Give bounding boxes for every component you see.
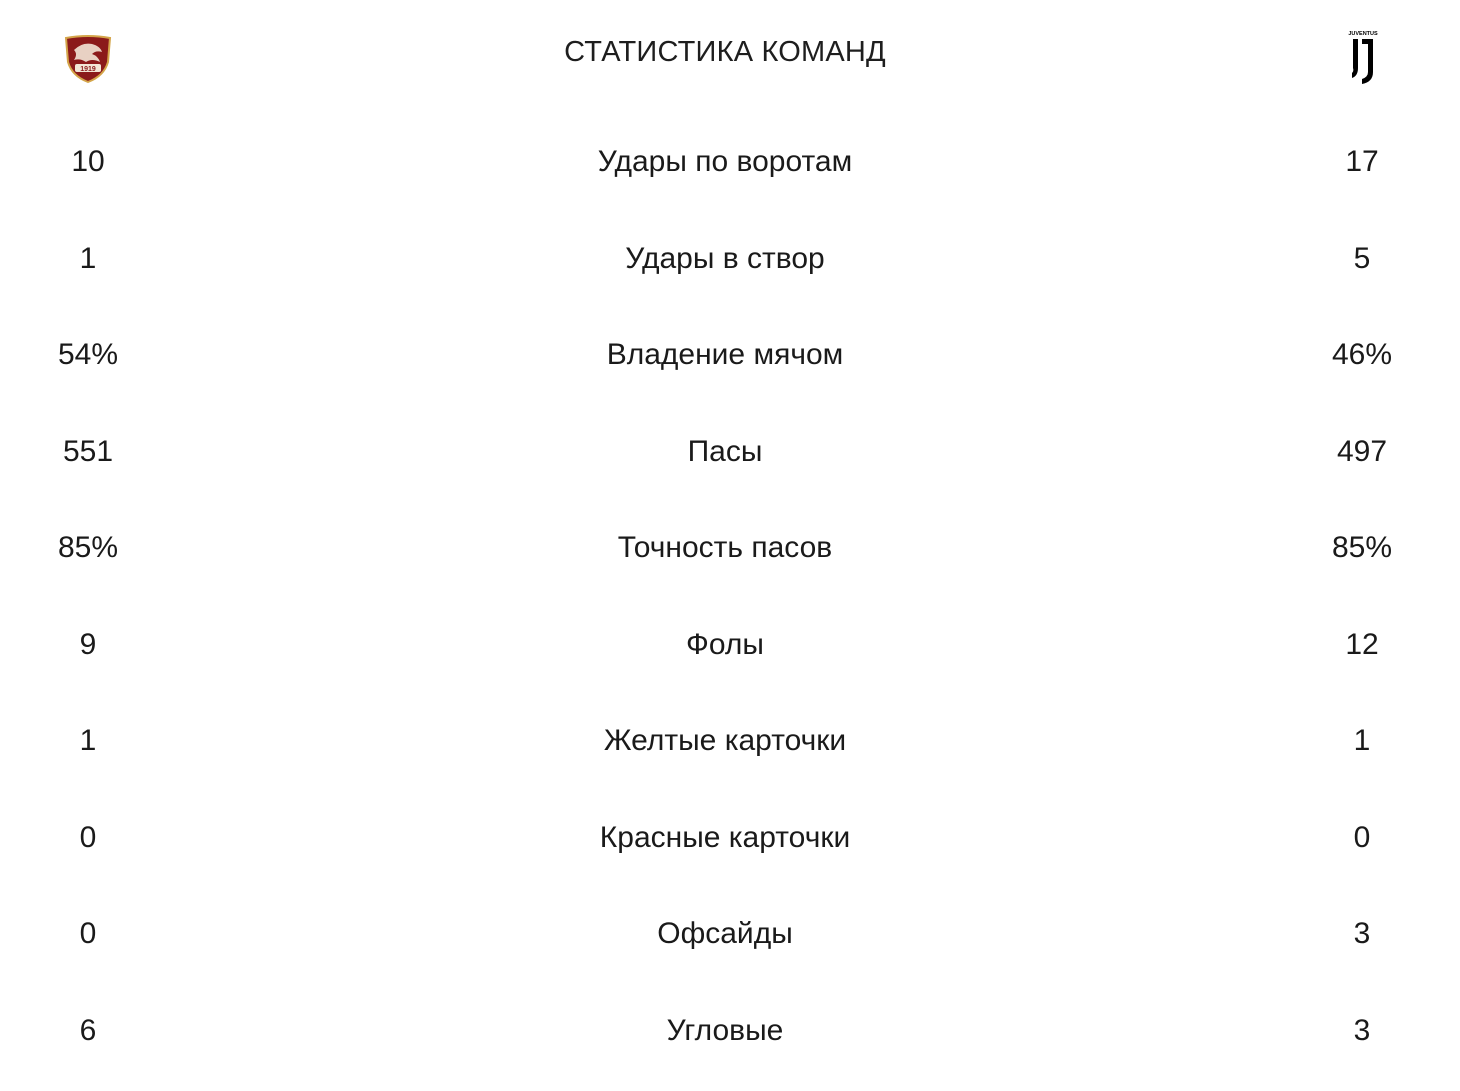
away-value: 3 xyxy=(1353,1013,1371,1047)
home-value: 1 xyxy=(79,241,97,275)
home-value: 0 xyxy=(79,820,97,854)
stat-label: Желтые карточки xyxy=(603,724,847,757)
page-title: СТАТИСТИКА КОМАНД xyxy=(564,36,886,68)
home-value: 54% xyxy=(57,338,119,371)
stat-label: Точность пасов xyxy=(617,531,833,564)
stat-label: Владение мячом xyxy=(606,338,844,371)
stat-row-pass-accuracy xyxy=(0,500,1460,597)
stat-row-shots-on-target xyxy=(0,211,1460,308)
home-value: 9 xyxy=(79,627,97,661)
juventus-logo-icon xyxy=(1343,28,1383,88)
away-value: 1 xyxy=(1353,724,1371,757)
svg-text:JUVENTUS: JUVENTUS xyxy=(1348,31,1378,37)
home-value: 551 xyxy=(62,434,114,468)
stat-row-possession xyxy=(0,307,1460,404)
stat-row-corners xyxy=(0,983,1460,1080)
stat-row-yellow-cards xyxy=(0,693,1460,790)
stat-row-shots xyxy=(0,114,1460,211)
away-value: 12 xyxy=(1345,627,1379,661)
home-value: 1 xyxy=(79,724,97,757)
stat-label: Удары в створ xyxy=(625,241,825,275)
away-value: 85% xyxy=(1331,531,1393,564)
away-value: 3 xyxy=(1353,917,1371,950)
home-value: 0 xyxy=(79,917,97,950)
svg-text:1919: 1919 xyxy=(80,66,96,73)
stat-label: Угловые xyxy=(666,1013,784,1047)
away-value: 46% xyxy=(1331,338,1393,371)
away-value: 497 xyxy=(1336,434,1388,468)
home-value: 10 xyxy=(71,145,105,178)
stat-label: Пасы xyxy=(687,434,763,468)
stat-row-red-cards xyxy=(0,790,1460,887)
away-value: 17 xyxy=(1345,145,1379,178)
away-value: 5 xyxy=(1353,241,1371,275)
team-stats-table xyxy=(0,114,1460,1079)
stat-label: Красные карточки xyxy=(599,820,851,854)
home-value: 6 xyxy=(79,1013,97,1047)
away-value: 0 xyxy=(1353,820,1371,854)
home-value: 85% xyxy=(57,531,119,564)
away-team-logo xyxy=(1333,28,1393,88)
stat-label: Фолы xyxy=(686,627,764,661)
stats-header xyxy=(0,0,1460,110)
stat-label: Офсайды xyxy=(657,917,793,950)
stat-row-offsides xyxy=(0,886,1460,983)
stat-row-fouls xyxy=(0,597,1460,694)
stat-row-passes xyxy=(0,404,1460,501)
stat-label: Удары по воротам xyxy=(597,145,853,178)
